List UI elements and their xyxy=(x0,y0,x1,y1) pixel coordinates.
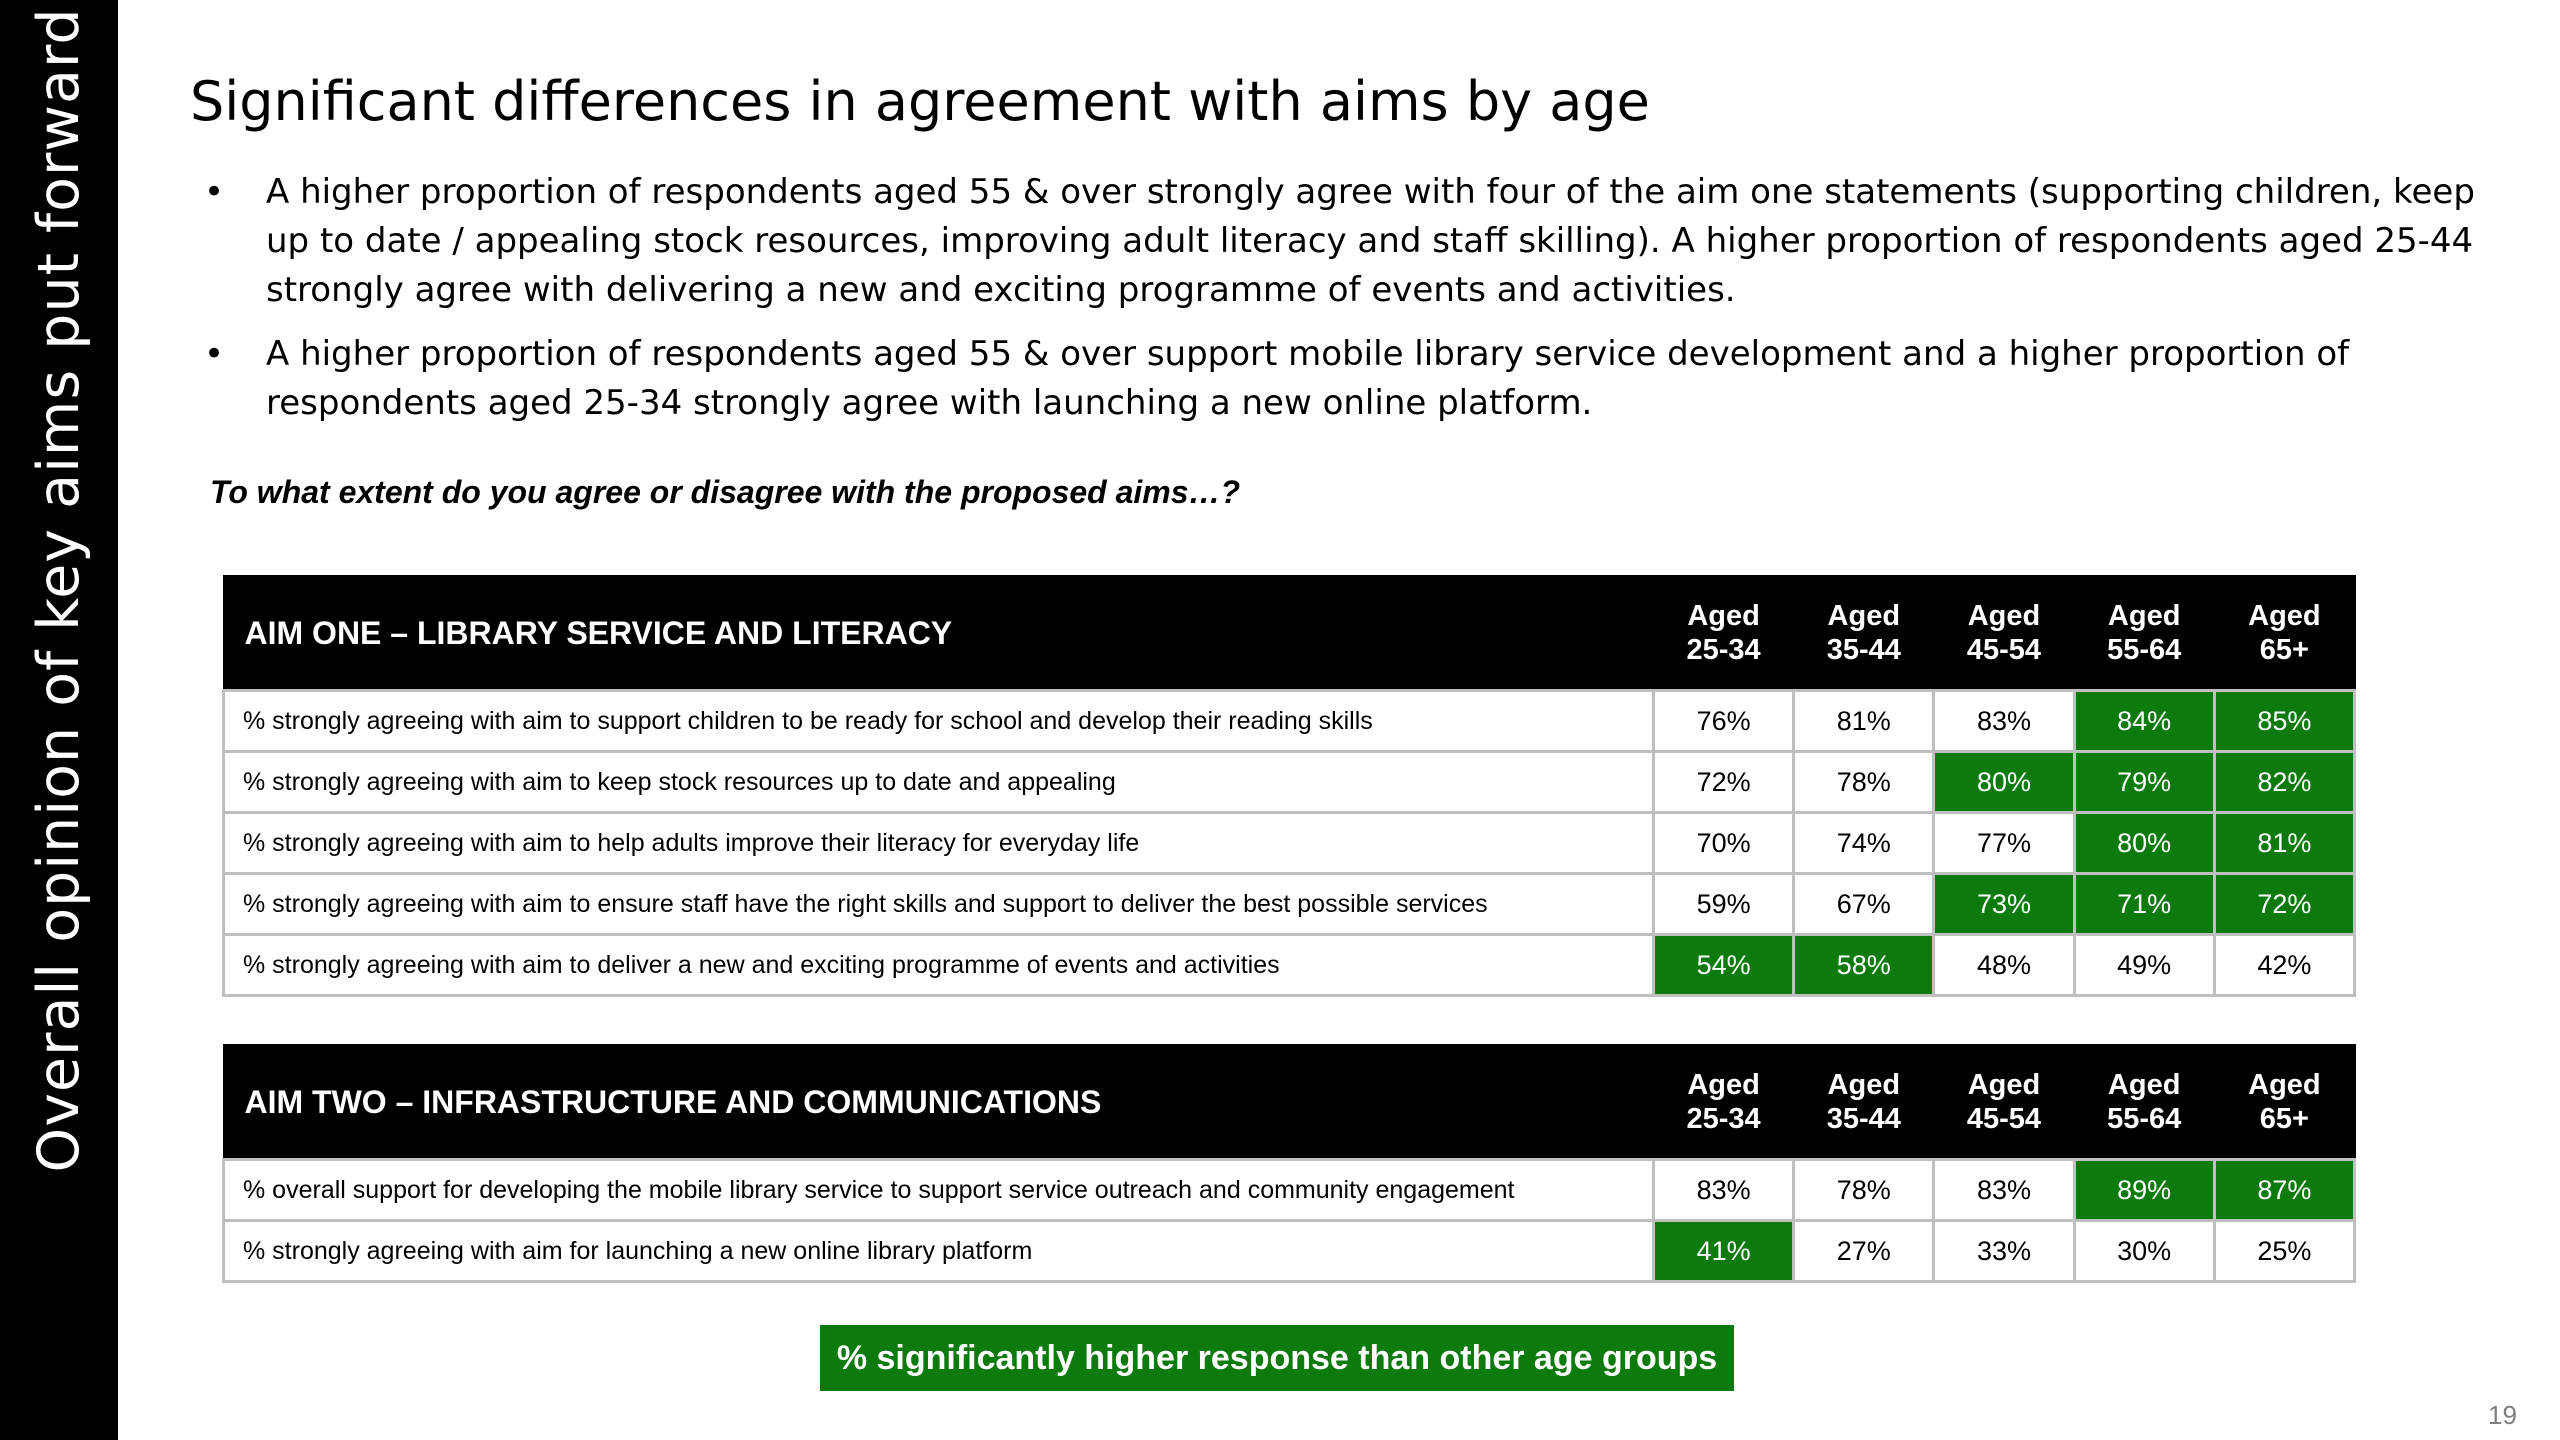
column-header-45-54 xyxy=(1934,1045,2074,1160)
sidebar xyxy=(0,0,118,1440)
value-cell: 70% xyxy=(1654,813,1794,874)
value-cell-significant: 84% xyxy=(2074,691,2214,752)
row-label: % strongly agreeing with aim to ensure staff have the right skills and support to deliver the best possible services xyxy=(224,874,1654,935)
column-header-line2: 35-44 xyxy=(1826,1103,1901,1135)
row-label: % overall support for developing the mobile library service to support service outreach and community engagement xyxy=(224,1160,1654,1221)
column-header-line2: 65+ xyxy=(2259,634,2309,666)
row-label: % strongly agreeing with aim to support children to be ready for school and develop their reading skills xyxy=(224,691,1654,752)
value-cell: 77% xyxy=(1934,813,2074,874)
aim-two-header-row xyxy=(224,1045,2355,1160)
column-header-line2: 65+ xyxy=(2259,1103,2309,1135)
table-row xyxy=(224,1160,2355,1221)
value-cell-significant: 89% xyxy=(2074,1160,2214,1221)
value-cell: 25% xyxy=(2214,1221,2354,1282)
bullet-dot: • xyxy=(204,172,225,212)
aim-one-header-row xyxy=(224,576,2355,691)
bullet-item xyxy=(196,330,2526,428)
row-label: % strongly agreeing with aim to keep stock resources up to date and appealing xyxy=(224,752,1654,813)
value-cell: 83% xyxy=(1934,691,2074,752)
row-label: % strongly agreeing with aim for launching a new online library platform xyxy=(224,1221,1654,1282)
column-header-line2: 45-54 xyxy=(1966,1103,2042,1135)
table-row xyxy=(224,935,2355,996)
column-header-45-54 xyxy=(1934,576,2074,691)
value-cell: 27% xyxy=(1794,1221,1934,1282)
table-row xyxy=(224,874,2355,935)
value-cell-significant: 87% xyxy=(2214,1160,2354,1221)
bullet-list xyxy=(196,168,2526,443)
column-header-line1: Aged xyxy=(1827,600,1901,632)
bullet-text: A higher proportion of respondents aged 55 & over strongly agree with four of the aim one statements (supporting children, keep up to date / appealing stock resources, improving adult literacy and staff skilling). A higher proportion of respondents aged 25-44 strongly agree with delivering a new and exciting programme of events and activities. xyxy=(266,172,2475,310)
value-cell: 67% xyxy=(1794,874,1934,935)
value-cell: 83% xyxy=(1654,1160,1794,1221)
column-header-line2: 35-44 xyxy=(1826,634,1901,666)
column-header-line1: Aged xyxy=(1967,600,2041,632)
value-cell-significant: 58% xyxy=(1794,935,1934,996)
aim-one-body xyxy=(224,691,2355,996)
bullet-dot: • xyxy=(204,334,225,374)
page-title: Significant differences in agreement with aims by age xyxy=(190,70,1650,133)
column-header-line1: Aged xyxy=(2248,1069,2321,1101)
aim-two-body xyxy=(224,1160,2355,1282)
table-row xyxy=(224,813,2355,874)
value-cell-significant: 72% xyxy=(2214,874,2354,935)
value-cell-significant: 80% xyxy=(2074,813,2214,874)
value-cell: 74% xyxy=(1794,813,1934,874)
column-header-line2: 55-64 xyxy=(2107,1103,2182,1135)
column-header-line1: Aged xyxy=(1967,1069,2041,1101)
column-header-line2: 55-64 xyxy=(2107,634,2182,666)
column-header-line1: Aged xyxy=(2248,600,2321,632)
aim-two-title: AIM TWO – INFRASTRUCTURE AND COMMUNICATIONS xyxy=(224,1045,1654,1160)
value-cell-significant: 79% xyxy=(2074,752,2214,813)
value-cell: 49% xyxy=(2074,935,2214,996)
aim-one-title: AIM ONE – LIBRARY SERVICE AND LITERACY xyxy=(224,576,1654,691)
value-cell: 48% xyxy=(1934,935,2074,996)
value-cell: 81% xyxy=(1794,691,1934,752)
value-cell: 83% xyxy=(1934,1160,2074,1221)
column-header-line1: Aged xyxy=(1687,1069,1760,1101)
value-cell-significant: 73% xyxy=(1934,874,2074,935)
table-row xyxy=(224,691,2355,752)
row-label: % strongly agreeing with aim to deliver a new and exciting programme of events and activities xyxy=(224,935,1654,996)
column-header-25-34 xyxy=(1654,576,1794,691)
table-row xyxy=(224,1221,2355,1282)
value-cell: 30% xyxy=(2074,1221,2214,1282)
value-cell: 72% xyxy=(1654,752,1794,813)
value-cell-significant: 41% xyxy=(1654,1221,1794,1282)
bullet-text: A higher proportion of respondents aged 55 & over support mobile library service development and a higher proportion of respondents aged 25-34 strongly agree with launching a new online platform. xyxy=(266,334,2350,423)
page-number: 19 xyxy=(2488,1400,2517,1430)
column-header-35-44 xyxy=(1794,1045,1934,1160)
value-cell: 76% xyxy=(1654,691,1794,752)
value-cell-significant: 85% xyxy=(2214,691,2354,752)
bullet-item xyxy=(196,168,2526,315)
sidebar-title: Overall opinion of key aims put forward xyxy=(26,7,92,1173)
value-cell: 78% xyxy=(1794,1160,1934,1221)
survey-question: To what extent do you agree or disagree with the proposed aims…? xyxy=(210,474,1241,510)
significance-legend: % significantly higher response than other age groups xyxy=(820,1325,1734,1391)
value-cell: 78% xyxy=(1794,752,1934,813)
table-row xyxy=(224,752,2355,813)
column-header-65-plus xyxy=(2214,1045,2354,1160)
value-cell: 33% xyxy=(1934,1221,2074,1282)
row-label: % strongly agreeing with aim to help adults improve their literacy for everyday life xyxy=(224,813,1654,874)
value-cell-significant: 80% xyxy=(1934,752,2074,813)
column-header-line1: Aged xyxy=(1827,1069,1901,1101)
value-cell-significant: 81% xyxy=(2214,813,2354,874)
value-cell: 42% xyxy=(2214,935,2354,996)
column-header-line1: Aged xyxy=(1687,600,1760,632)
column-header-line1: Aged xyxy=(2107,600,2181,632)
column-header-25-34 xyxy=(1654,1045,1794,1160)
aim-one-table xyxy=(222,575,2356,997)
column-header-55-64 xyxy=(2074,576,2214,691)
column-header-35-44 xyxy=(1794,576,1934,691)
column-header-65-plus xyxy=(2214,576,2354,691)
value-cell-significant: 71% xyxy=(2074,874,2214,935)
value-cell-significant: 82% xyxy=(2214,752,2354,813)
column-header-55-64 xyxy=(2074,1045,2214,1160)
aim-two-table xyxy=(222,1044,2356,1283)
value-cell: 59% xyxy=(1654,874,1794,935)
column-header-line2: 25-34 xyxy=(1686,634,1761,666)
column-header-line2: 45-54 xyxy=(1966,634,2042,666)
column-header-line1: Aged xyxy=(2107,1069,2181,1101)
column-header-line2: 25-34 xyxy=(1686,1103,1761,1135)
value-cell-significant: 54% xyxy=(1654,935,1794,996)
